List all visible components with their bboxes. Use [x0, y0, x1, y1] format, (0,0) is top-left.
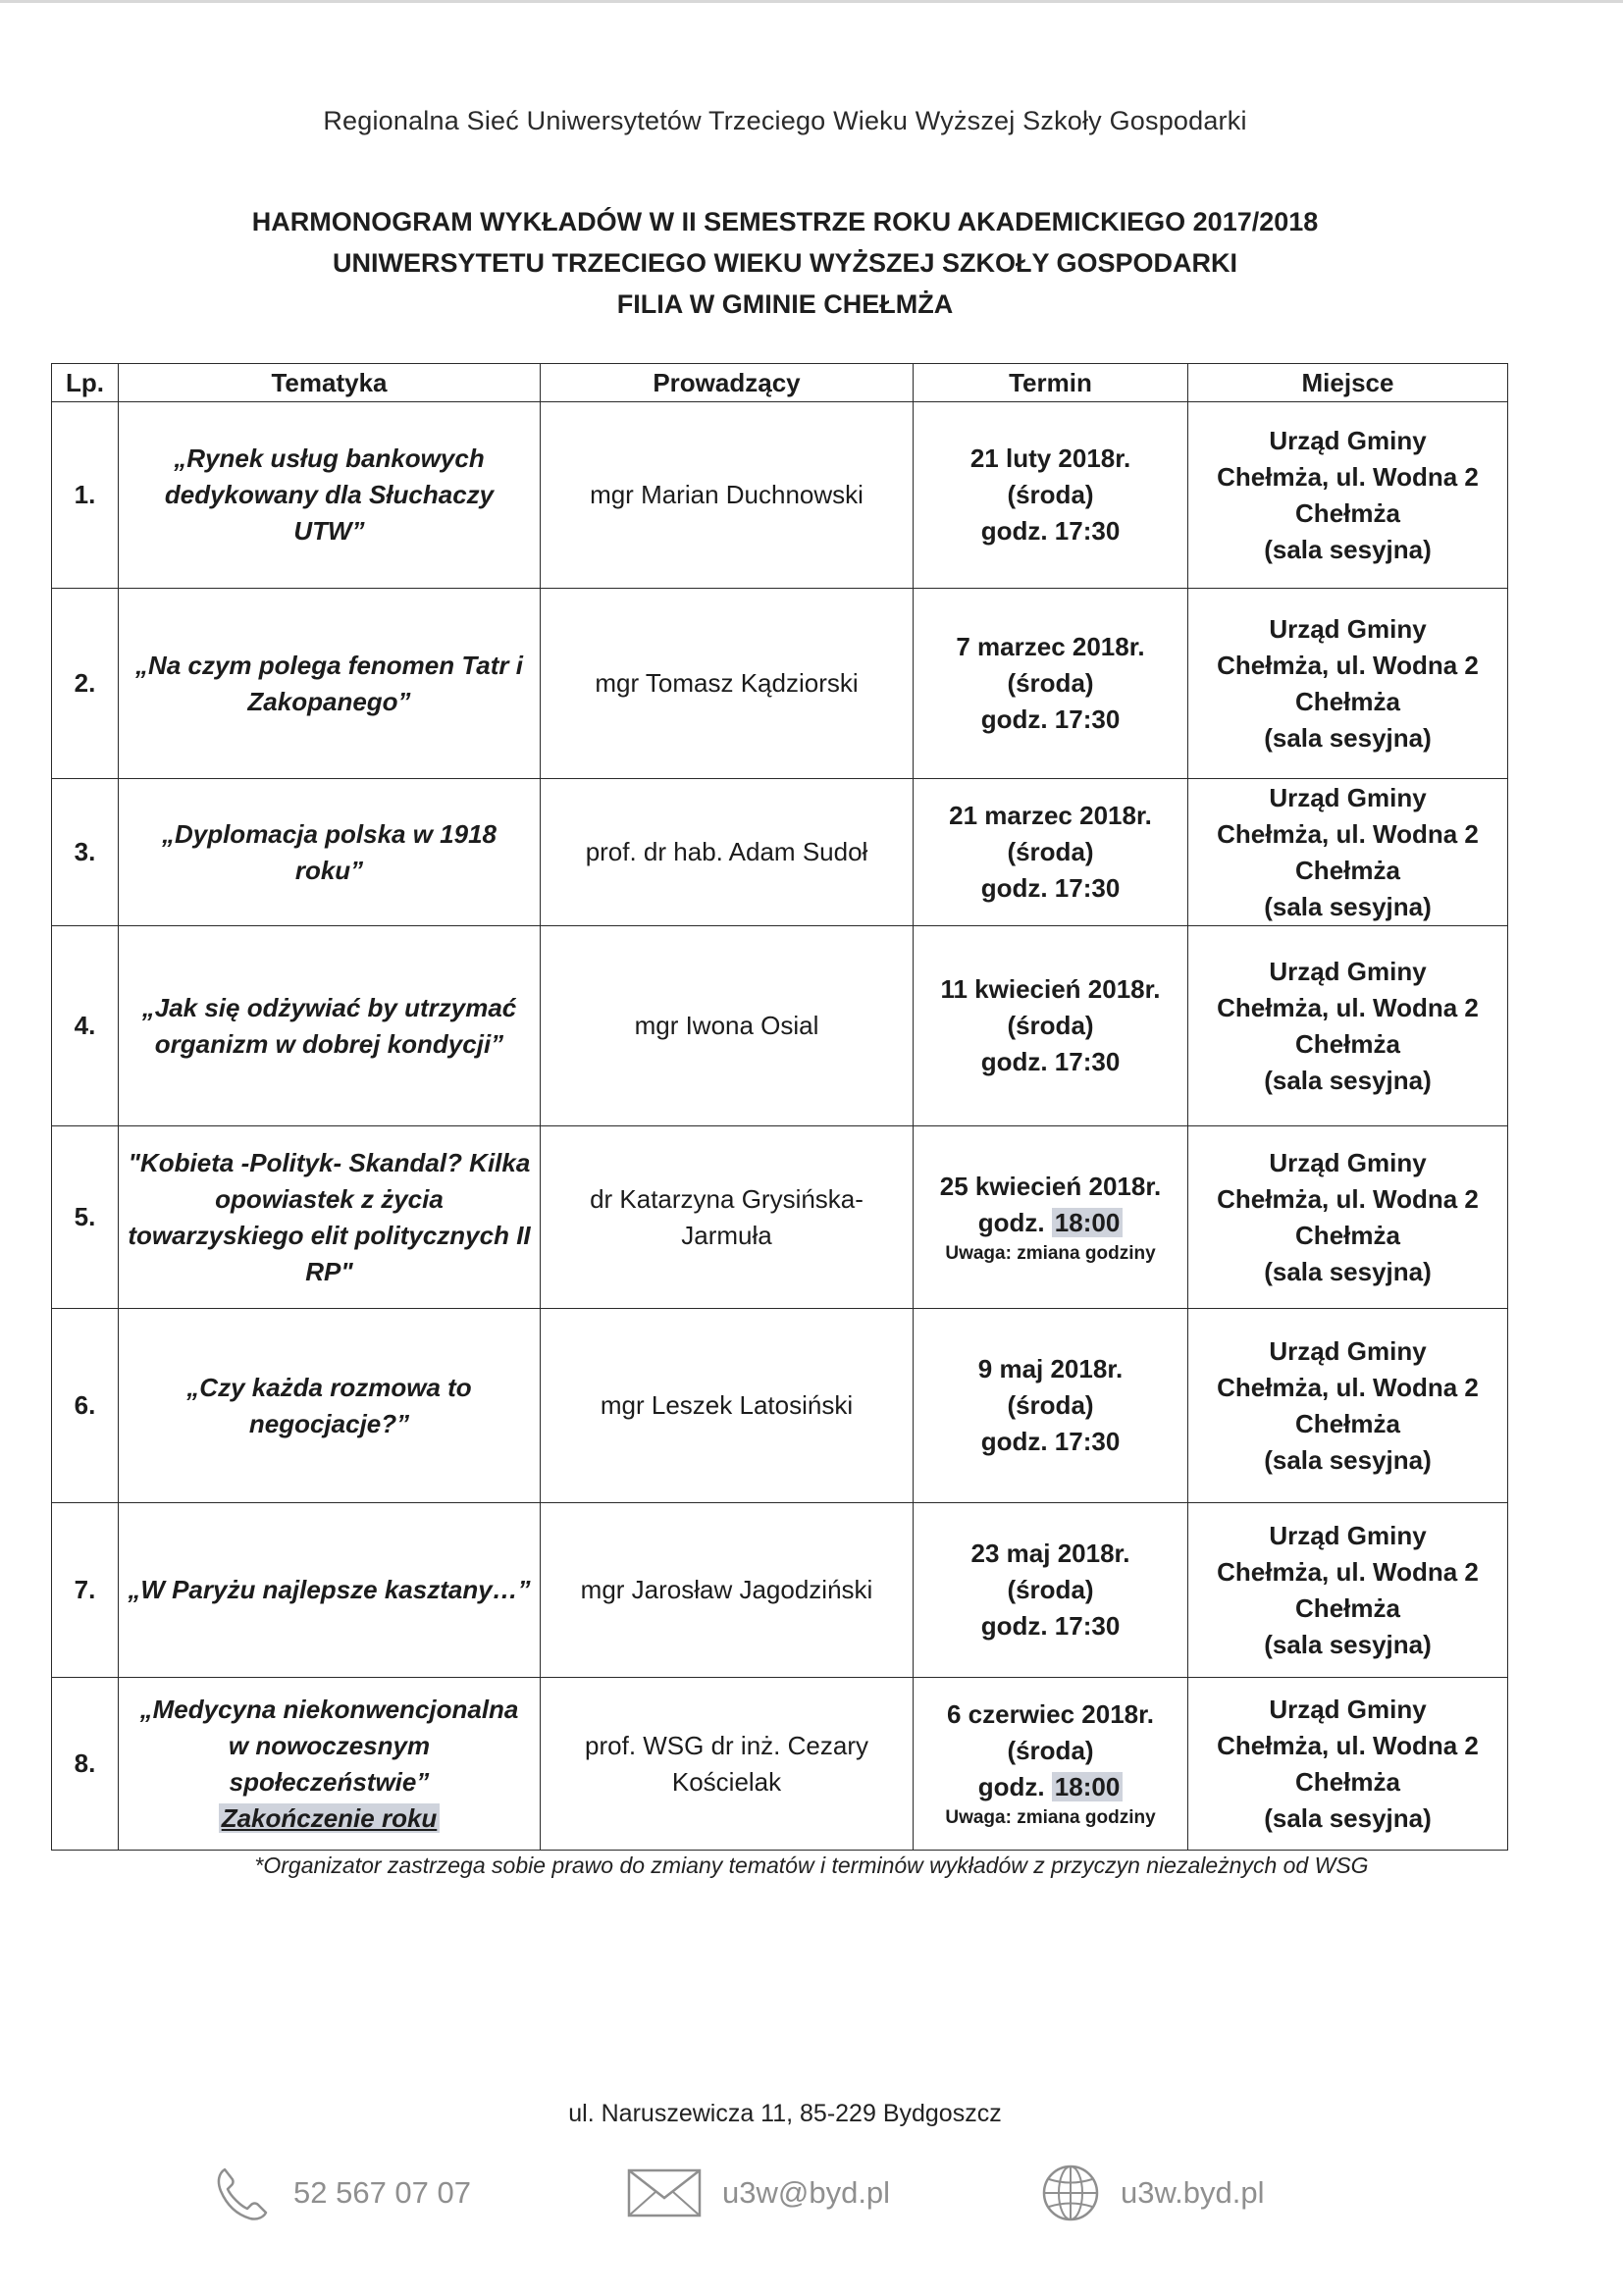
lecture-place: [1188, 779, 1508, 926]
lecture-day: (środa): [1007, 480, 1094, 509]
row-number: 1.: [52, 402, 119, 589]
lecture-place: [1188, 926, 1508, 1126]
year-end-highlight: Zakończenie roku: [219, 1803, 441, 1833]
lecture-time: [921, 1205, 1179, 1241]
footer-website: [1040, 2159, 1265, 2227]
page-top-edge: [0, 0, 1623, 3]
place-line: Urząd Gminy: [1269, 956, 1427, 986]
lecture-date: 21 luty 2018r.: [969, 444, 1131, 473]
lecture-date: 6 czerwiec 2018r.: [946, 1699, 1155, 1729]
place-line: Chełmża, ul. Wodna 2: [1217, 650, 1479, 680]
year-end-note: [127, 1800, 532, 1837]
footer-address: ul. Naruszewicza 11, 85-229 Bydgoszcz: [568, 2100, 1002, 2127]
place-line: Urząd Gminy: [1269, 425, 1427, 455]
place-line: (sala sesyjna): [1264, 1444, 1432, 1475]
row-number: 4.: [52, 926, 119, 1126]
lecture-term: [914, 402, 1188, 589]
place-line: (sala sesyjna): [1264, 1065, 1432, 1095]
place-line: Chełmża: [1295, 1220, 1400, 1250]
title-line-3: FILIA W GMINIE CHEŁMŻA: [616, 289, 954, 319]
lecture-term: [914, 1503, 1188, 1678]
document-title: [0, 201, 1570, 325]
lecture-term: [914, 779, 1188, 926]
lecture-place: [1188, 1309, 1508, 1503]
lecture-day: (środa): [1007, 668, 1094, 698]
lecture-time: godz. 17:30: [980, 1611, 1121, 1641]
lecture-day: (środa): [1007, 1390, 1094, 1420]
phone-number: 52 567 07 07: [293, 2175, 472, 2210]
column-header-topic: Tematyka: [119, 364, 541, 402]
changed-time-highlight: 18:00: [1052, 1772, 1124, 1801]
place-line: Urząd Gminy: [1269, 613, 1427, 644]
lecture-topic: „W Paryżu najlepsze kasztany…”: [119, 1503, 541, 1678]
footer-phone: [211, 2159, 471, 2227]
time-change-note: Uwaga: zmiana godziny: [945, 1242, 1156, 1264]
place-line: Chełmża, ul. Wodna 2: [1217, 992, 1479, 1022]
table-header-row: [52, 364, 1508, 402]
place-line: Chełmża: [1295, 1592, 1400, 1623]
column-header-lecturer: Prowadzący: [541, 364, 914, 402]
lecturer-name: mgr Tomasz Kądziorski: [541, 589, 914, 779]
place-line: (sala sesyjna): [1264, 1256, 1432, 1286]
lecture-day: (środa): [1007, 837, 1094, 866]
time-change-note: Uwaga: zmiana godziny: [945, 1807, 1156, 1828]
row-number: 2.: [52, 589, 119, 779]
column-header-lp: Lp.: [52, 364, 119, 402]
row-number: 5.: [52, 1126, 119, 1309]
place-line: Chełmża: [1295, 686, 1400, 716]
table-row: [52, 926, 1508, 1126]
disclaimer-footnote: *Organizator zastrzega sobie prawo do zmiany tematów i terminów wykładów z przyczyn niezależnych od WSG: [254, 1852, 1369, 1878]
lecture-place: [1188, 1126, 1508, 1309]
lecture-topic: „Rynek usług bankowych dedykowany dla Słuchaczy UTW”: [119, 402, 541, 589]
footer-email: [626, 2159, 890, 2227]
lecture-date: 11 kwiecień 2018r.: [940, 974, 1161, 1004]
lecture-date: 21 marzec 2018r.: [949, 801, 1152, 830]
lecture-term: [914, 1309, 1188, 1503]
lecture-time: [921, 1769, 1179, 1805]
lecturer-name: mgr Leszek Latosiński: [541, 1309, 914, 1503]
time-prefix: godz.: [977, 1772, 1052, 1801]
row-number: 6.: [52, 1309, 119, 1503]
globe-icon: [1040, 2163, 1101, 2223]
lecture-topic: „Dyplomacja polska w 1918 roku”: [119, 779, 541, 926]
place-line: Chełmża, ul. Wodna 2: [1217, 1730, 1479, 1760]
lecture-place: [1188, 1503, 1508, 1678]
changed-time-highlight: 18:00: [1052, 1208, 1124, 1237]
lecturer-name: mgr Iwona Osial: [541, 926, 914, 1126]
place-line: (sala sesyjna): [1264, 534, 1432, 564]
place-line: Chełmża: [1295, 1408, 1400, 1438]
lecture-term: [914, 926, 1188, 1126]
lecturer-name: prof. dr hab. Adam Sudoł: [541, 779, 914, 926]
lecture-topic: „Czy każda rozmowa to negocjacje?”: [119, 1309, 541, 1503]
place-line: Chełmża, ul. Wodna 2: [1217, 818, 1479, 849]
title-line-2: UNIWERSYTETU TRZECIEGO WIEKU WYŻSZEJ SZKOŁY GOSPODARKI: [332, 248, 1238, 278]
organization-name: Regionalna Sieć Uniwersytetów Trzeciego Wieku Wyższej Szkoły Gospodarki: [323, 106, 1247, 135]
table-row: [52, 1503, 1508, 1678]
lecture-place: [1188, 402, 1508, 589]
place-line: Chełmża: [1295, 855, 1400, 885]
lecture-day: (środa): [1007, 1575, 1094, 1604]
lecture-date: 25 kwiecień 2018r.: [939, 1171, 1162, 1201]
table-row: [52, 402, 1508, 589]
place-line: (sala sesyjna): [1264, 1629, 1432, 1659]
place-line: Chełmża, ul. Wodna 2: [1217, 1372, 1479, 1402]
lecture-date: 7 marzec 2018r.: [956, 632, 1145, 661]
table-row: [52, 1678, 1508, 1851]
lecture-topic: "Kobieta -Polityk- Skandal? Kilka opowiastek z życia towarzyskiego elit politycznych II RP": [119, 1126, 541, 1309]
place-line: Urząd Gminy: [1269, 1147, 1427, 1177]
column-header-term: Termin: [914, 364, 1188, 402]
lecture-day: (środa): [1007, 1011, 1094, 1040]
lecture-topic: „Jak się odżywiać by utrzymać organizm w dobrej kondycji”: [119, 926, 541, 1126]
lecture-date: 23 maj 2018r.: [970, 1539, 1130, 1568]
title-line-1: HARMONOGRAM WYKŁADÓW W II SEMESTRZE ROKU AKADEMICKIEGO 2017/2018: [251, 207, 1319, 236]
email-address: u3w@byd.pl: [722, 2175, 891, 2210]
place-line: Chełmża: [1295, 497, 1400, 528]
lecture-time: godz. 17:30: [980, 516, 1121, 546]
row-number: 3.: [52, 779, 119, 926]
place-line: (sala sesyjna): [1264, 722, 1432, 753]
place-line: Urząd Gminy: [1269, 782, 1427, 812]
table-row: [52, 1126, 1508, 1309]
row-number: 7.: [52, 1503, 119, 1678]
time-prefix: godz.: [977, 1207, 1052, 1237]
table-row: [52, 589, 1508, 779]
place-line: Chełmża, ul. Wodna 2: [1217, 1183, 1479, 1214]
lecture-time: godz. 17:30: [980, 1047, 1121, 1076]
row-number: 8.: [52, 1678, 119, 1851]
place-line: (sala sesyjna): [1264, 1802, 1432, 1833]
lecture-topic-text: „Medycyna niekonwencjonalna w nowoczesnym społeczeństwie”: [139, 1694, 519, 1797]
phone-icon: [211, 2162, 274, 2224]
lecture-schedule-table: [51, 363, 1508, 1851]
lecture-topic: „Na czym polega fenomen Tatr i Zakopanego”: [119, 589, 541, 779]
place-line: Urząd Gminy: [1269, 1694, 1427, 1724]
lecture-date: 9 maj 2018r.: [977, 1354, 1124, 1383]
envelope-icon: [626, 2166, 703, 2219]
place-line: Urząd Gminy: [1269, 1520, 1427, 1550]
lecture-term: [914, 1678, 1188, 1851]
table-row: [52, 779, 1508, 926]
column-header-place: Miejsce: [1188, 364, 1508, 402]
place-line: Chełmża, ul. Wodna 2: [1217, 461, 1479, 492]
lecturer-name: dr Katarzyna Grysińska-Jarmuła: [541, 1126, 914, 1309]
lecturer-name: mgr Jarosław Jagodziński: [541, 1503, 914, 1678]
website-url: u3w.byd.pl: [1121, 2175, 1265, 2210]
lecturer-name: mgr Marian Duchnowski: [541, 402, 914, 589]
lecture-topic: [119, 1678, 541, 1851]
lecture-time: godz. 17:30: [980, 873, 1121, 903]
lecture-time: godz. 17:30: [980, 1427, 1121, 1456]
place-line: Urząd Gminy: [1269, 1335, 1427, 1366]
lecturer-name: prof. WSG dr inż. Cezary Kościelak: [541, 1678, 914, 1851]
place-line: (sala sesyjna): [1264, 891, 1432, 921]
lecture-term: [914, 1126, 1188, 1309]
lecture-place: [1188, 589, 1508, 779]
place-line: Chełmża, ul. Wodna 2: [1217, 1556, 1479, 1587]
lecture-place: [1188, 1678, 1508, 1851]
lecture-time: godz. 17:30: [980, 704, 1121, 734]
table-row: [52, 1309, 1508, 1503]
place-line: Chełmża: [1295, 1028, 1400, 1059]
lecture-day: (środa): [1007, 1736, 1094, 1765]
lecture-term: [914, 589, 1188, 779]
place-line: Chełmża: [1295, 1766, 1400, 1797]
